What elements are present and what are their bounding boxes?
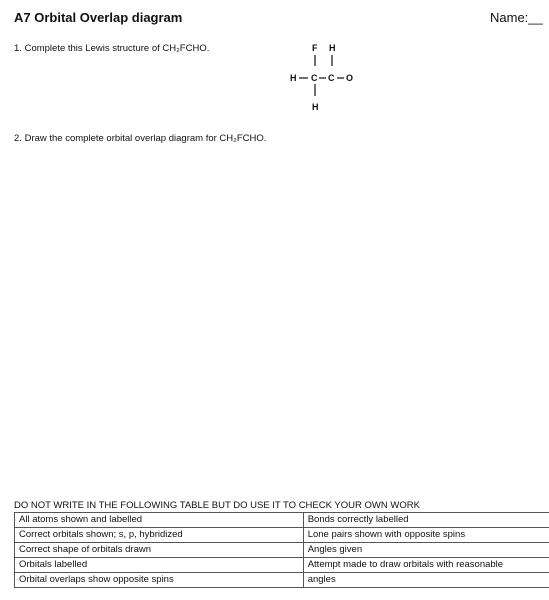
atom-h-bottom: H <box>312 102 319 112</box>
table-row <box>15 573 549 588</box>
page-title: A7 Orbital Overlap diagram <box>14 10 183 25</box>
rubric-criterion: Bonds correctly labelled <box>303 513 549 528</box>
rubric-criterion: Angles given <box>303 543 549 558</box>
table-row <box>15 543 549 558</box>
rubric-criterion: Orbital overlaps show opposite spins <box>15 573 304 588</box>
atom-c2: C <box>328 73 335 83</box>
rubric-criterion: Lone pairs shown with opposite spins <box>303 528 549 543</box>
name-field-label[interactable]: Name:__ <box>490 10 543 25</box>
question-1-number: 1. <box>14 43 22 54</box>
table-row <box>15 513 549 528</box>
rubric-criterion: Orbitals labelled <box>15 558 304 573</box>
atom-h-top: H <box>329 43 336 53</box>
atom-h-left: H <box>290 73 297 83</box>
rubric-criterion: All atoms shown and labelled <box>15 513 304 528</box>
rubric-criterion: angles <box>303 573 549 588</box>
lewis-structure <box>280 38 380 118</box>
rubric-criterion: Correct shape of orbitals drawn <box>15 543 304 558</box>
rubric-table <box>14 512 549 588</box>
rubric-criterion: Correct orbitals shown; s, p, hybridized <box>15 528 304 543</box>
table-row <box>15 558 549 573</box>
table-instruction: DO NOT WRITE IN THE FOLLOWING TABLE BUT DO USE IT TO CHECK YOUR OWN WORK <box>14 500 420 511</box>
atom-f: F <box>312 43 318 53</box>
question-1-text: Complete this Lewis structure of CH₂FCHO. <box>24 43 210 54</box>
rubric-criterion: Attempt made to draw orbitals with reasonable <box>303 558 549 573</box>
question-2 <box>14 133 266 144</box>
atom-c1: C <box>311 73 318 83</box>
question-2-number: 2. <box>14 133 22 144</box>
question-1 <box>14 43 209 54</box>
table-row <box>15 528 549 543</box>
atom-o: O <box>346 73 354 83</box>
question-2-text: Draw the complete orbital overlap diagram for CH₂FCHO. <box>24 133 267 144</box>
